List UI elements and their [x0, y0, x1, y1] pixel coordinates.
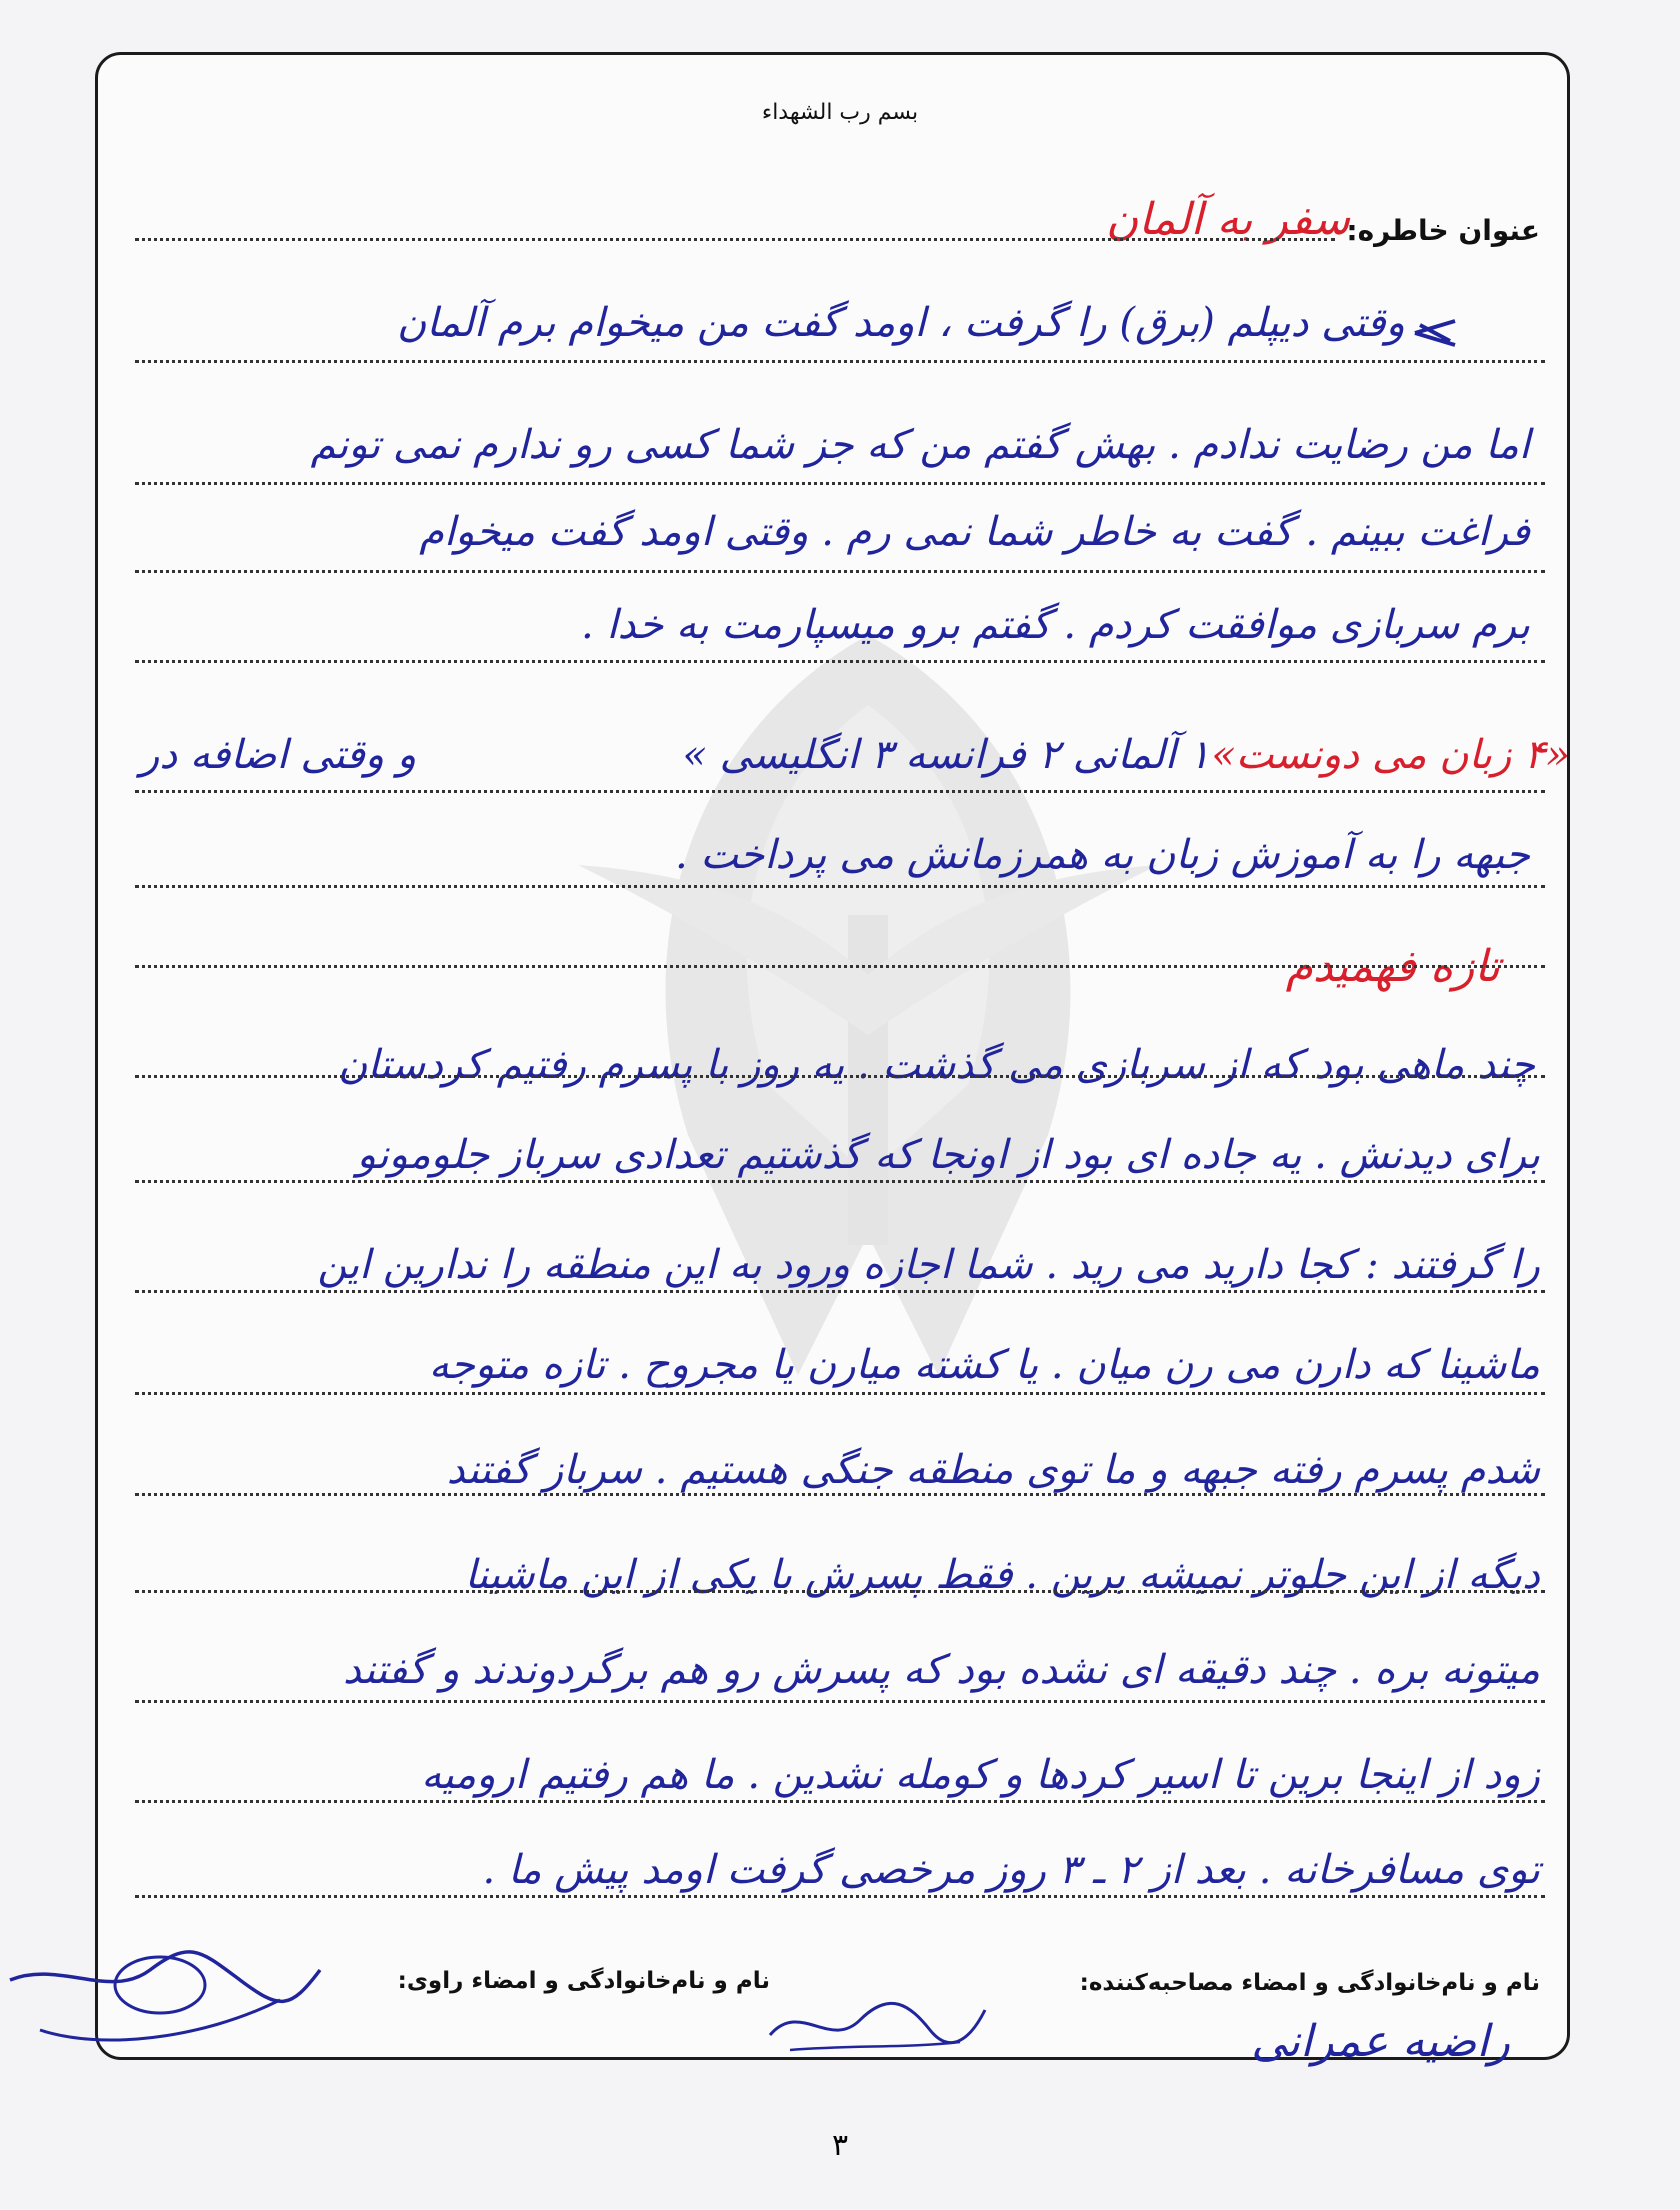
- languages-list: ۱ آلمانی ۲ فرانسه ۳ انگلیسی »: [682, 732, 1210, 778]
- memory-line-2: اما من رضایت ندادم . بهش گفتم من که جز شما کسی رو ندارم نمی تونم: [310, 422, 1530, 468]
- dotted-line-10: [135, 1290, 1545, 1293]
- dotted-line-15: [135, 1800, 1545, 1803]
- memory-line-4: برم سربازی موافقت کردم . گفتم برو میسپارمت به خدا .: [581, 602, 1530, 648]
- dotted-line-12: [135, 1493, 1545, 1496]
- memory-line-1: وقتی دیپلم (برق) را گرفت ، اومد گفت من میخوام برم آلمان: [397, 300, 1405, 346]
- memory-title-label: عنوان خاطره:: [1346, 214, 1540, 247]
- memory-title: سفر به آلمان: [1106, 194, 1350, 245]
- interviewer-label: نام و نام‌خانوادگی و امضاء مصاحبه‌کننده:: [1079, 1970, 1540, 1996]
- page-number: ۳: [831, 2128, 849, 2163]
- section2-line-9: توی مسافرخانه . بعد از ۲ ـ ۳ روز مرخصی گرفت اومد پیش ما .: [482, 1847, 1540, 1893]
- dotted-line-16: [135, 1895, 1545, 1898]
- section2-line-6: دیگه از این جلوتر نمیشه برین . فقط پسرش با یکی از این ماشینا: [464, 1552, 1540, 1598]
- dotted-line-14: [135, 1700, 1545, 1703]
- section2-line-4: ماشینا که دارن می رن میان . یا کشته میارن یا مجروح . تازه متوجه: [428, 1342, 1540, 1388]
- section2-line-1: چند ماهی بود که از سربازی می گذشت . یه روز با پسرم رفتیم کردستان: [338, 1042, 1535, 1088]
- dotted-line-8: [135, 1075, 1545, 1078]
- dotted-line-1: [135, 360, 1545, 363]
- dotted-line-4: [135, 660, 1545, 663]
- section2-line-2: برای دیدنش . یه جاده ای بود از اونجا که گذشتیم تعدادی سرباز جلومونو: [356, 1132, 1540, 1178]
- header-title: بسم رب الشهداء: [761, 100, 919, 125]
- dotted-line-9: [135, 1180, 1545, 1183]
- interviewer-name-handwritten: راضیه عمرانی: [1251, 2016, 1510, 2067]
- section2-line-5: شدم پسرم رفته جبهه و ما توی منطقه جنگی هستیم . سرباز گفتند: [446, 1447, 1540, 1493]
- dotted-line-6: [135, 885, 1545, 888]
- dotted-line-3: [135, 570, 1545, 573]
- title-dotted-line: [135, 238, 1335, 241]
- section2-title: تازه فهمیدم: [1285, 941, 1500, 992]
- narrator-signature: [0, 1940, 330, 2060]
- section2-line-7: میتونه بره . چند دقیقه ای نشده بود که پسرش رو هم برگردوندند و گفتند: [343, 1647, 1540, 1693]
- memory-line-6: جبهه را به آموزش زبان به همرزمانش می پرداخت .: [674, 832, 1530, 878]
- dotted-line-13: [135, 1590, 1545, 1593]
- interviewer-signature: [760, 1990, 990, 2060]
- pen-mark-icon: [1410, 313, 1460, 357]
- narrator-label: نام و نام‌خانوادگی و امضاء راوی:: [397, 1968, 770, 1994]
- section2-line-3: را گرفتند : کجا دارید می رید . شما اجازه ورود به این منطقه را ندارین این: [317, 1242, 1540, 1288]
- section2-line-8: زود از اینجا برین تا اسیر کردها و کومله نشدین . ما هم رفتیم ارومیه: [421, 1752, 1540, 1798]
- dotted-line-5: [135, 790, 1545, 793]
- dotted-line-7: [135, 965, 1545, 968]
- memory-line-3: فراغت ببینم . گفت به خاطر شما نمی رم . وقتی اومد گفت میخوام: [419, 509, 1530, 555]
- memory-line-5: و وقتی اضافه در: [140, 732, 417, 778]
- dotted-line-2: [135, 482, 1545, 485]
- languages-note: «۴ زبان می دونست»: [1211, 732, 1570, 778]
- dotted-line-11: [135, 1392, 1545, 1395]
